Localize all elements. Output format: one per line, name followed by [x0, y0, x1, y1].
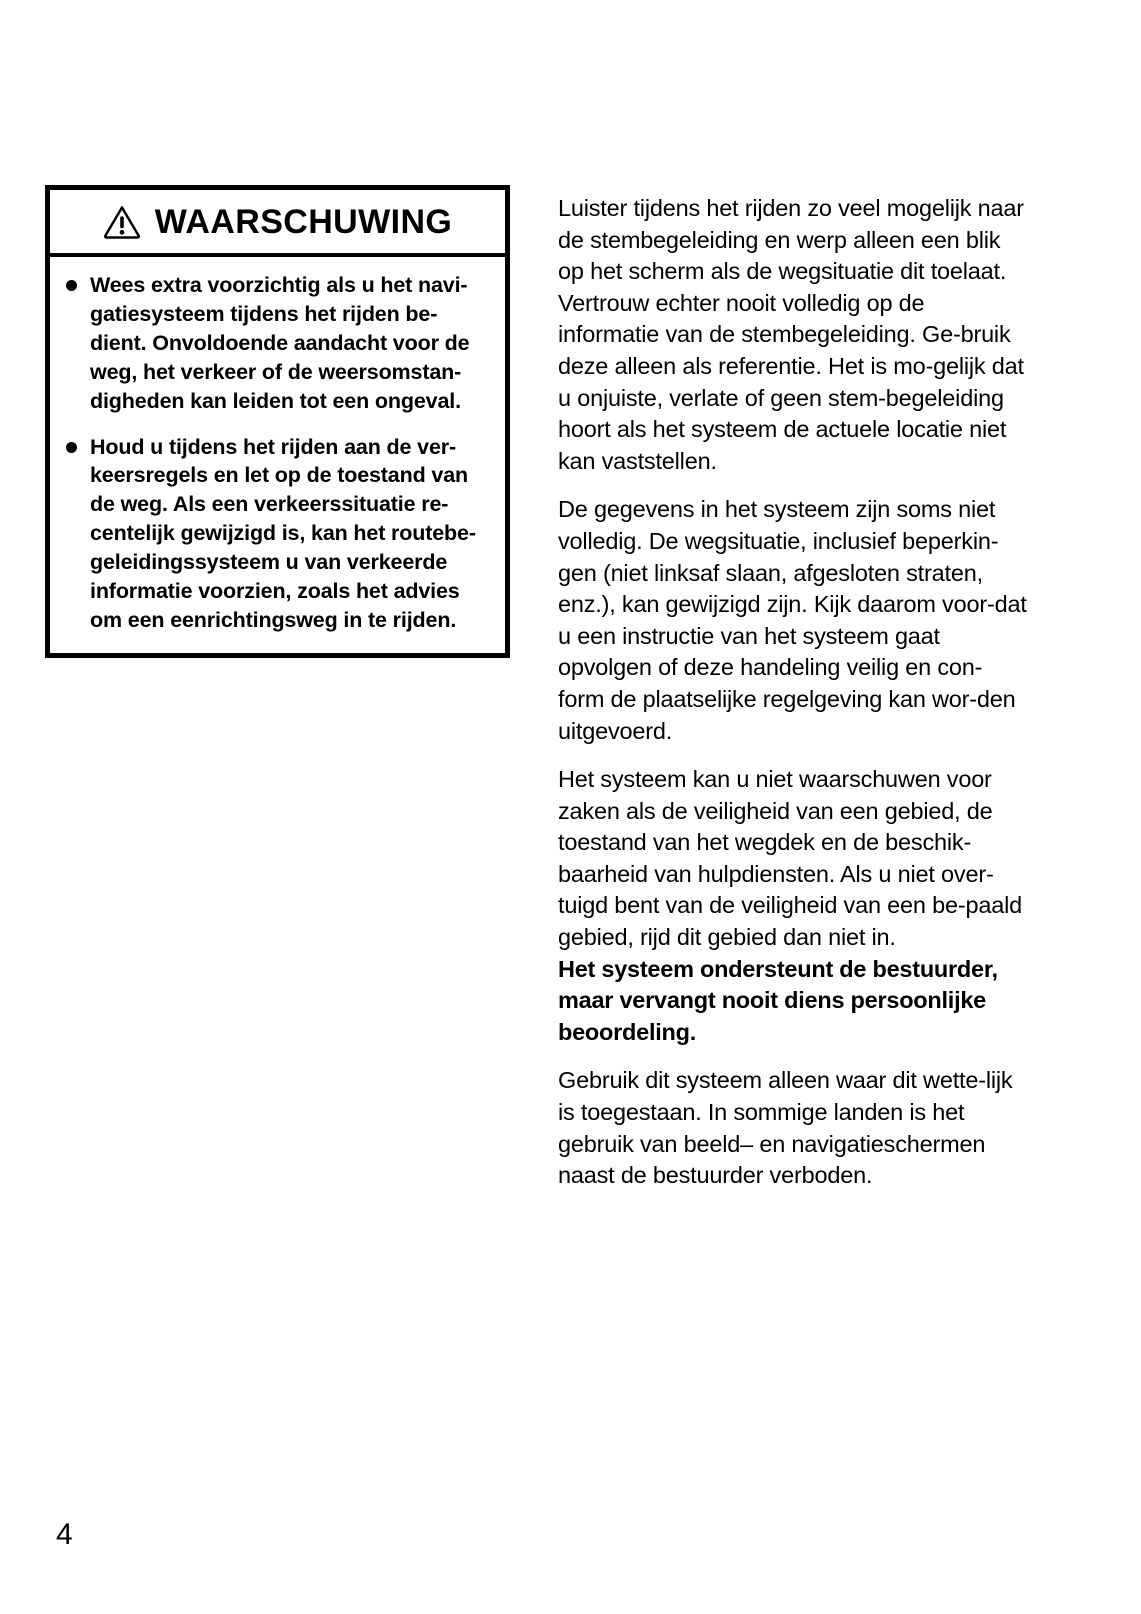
body-paragraph: Gebruik dit systeem alleen waar dit wette-lijk is toegestaan. In sommige landen is het gebruik van beeld– en navigatieschermen naast de bestuurder verboden.	[558, 1067, 1013, 1189]
warning-bullet-list	[64, 271, 489, 635]
warning-title: WAARSCHUWING	[154, 202, 453, 241]
warning-box	[45, 185, 510, 658]
bullet-icon	[66, 442, 77, 453]
bullet-icon	[66, 280, 77, 291]
warning-bullet-text: Wees extra voorzichtig als u het navi-gatiesysteem tijdens het rijden be-dient. Onvoldoende aandacht voor de weg, het verkeer of de weersomstan-digheden kan leiden tot een ongeval.	[90, 273, 470, 413]
body-paragraph: Luister tijdens het rijden zo veel mogelijk naar de stembegeleiding en werp alleen een blik op het scherm als de wegsituatie dit toelaat. Vertrouw echter nooit volledig op de informatie van de stembegeleiding. Ge-bruik deze alleen als referentie. Het is mo-gelijk dat u onjuiste, verlate of geen stem-begeleiding hoort als het systeem de actuele locatie niet kan vaststellen.	[558, 195, 1024, 474]
left-column	[45, 185, 515, 658]
list-item	[64, 433, 489, 635]
body-paragraph: Het systeem kan u niet waarschuwen voor zaken als de veiligheid van een gebied, de toestand van het wegdek en de beschik-baarheid van hulpdiensten. Als u niet over-tuigd bent van de veiligheid van een be-paald gebied, rijd dit gebied dan niet in.	[558, 766, 1022, 951]
list-item	[64, 271, 489, 416]
warning-triangle-icon	[103, 205, 141, 239]
page-number: 4	[56, 1518, 73, 1551]
body-paragraph-emphasis: Het systeem ondersteunt de bestuurder, maar vervangt nooit diens persoonlijke beoordeling.	[558, 955, 998, 1045]
warning-box-body	[50, 257, 505, 653]
warning-box-header	[50, 190, 505, 257]
right-column	[558, 193, 1028, 1209]
body-paragraph: De gegevens in het systeem zijn soms niet volledig. De wegsituatie, inclusief beperkin-gen (niet linksaf slaan, afgesloten straten, enz.), kan gewijzigd zijn. Kijk daarom voor-dat u een instructie van het systeem gaat opvolgen of deze handeling veilig en con-form de plaatselijke regelgeving kan wor-den uitgevoerd.	[558, 496, 1027, 744]
warning-bullet-text: Houd u tijdens het rijden aan de ver-keersregels en let op de toestand van de weg. Als een verkeerssituatie re-centelijk gewijzigd is, kan het routebe-geleidingssysteem u van verkeerde informatie voorzien, zoals het advies om een eenrichtingsweg in te rijden.	[90, 434, 476, 632]
